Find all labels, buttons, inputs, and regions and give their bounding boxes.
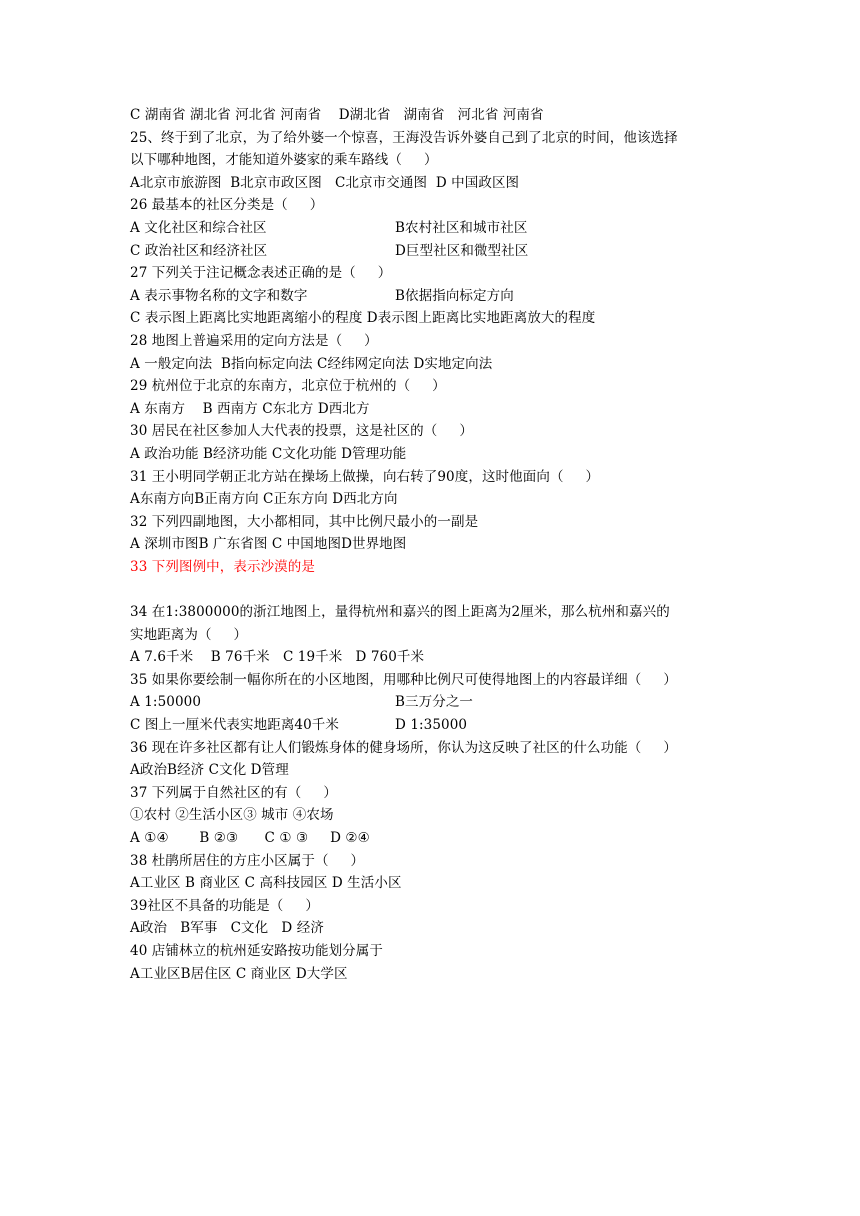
blank-line (130, 578, 750, 601)
q29-options: A 东南方 B 西南方 C东北方 D西北方 (130, 400, 370, 417)
q30-options: A 政治功能 B经济功能 C文化功能 D管理功能 (130, 445, 407, 462)
q37-text: 37 下列属于自然社区的有（ ） (130, 784, 337, 801)
q38-options: A工业区 B 商业区 C 高科技园区 D 生活小区 (130, 875, 402, 892)
q35-option-b: B三万分之一 (395, 694, 474, 711)
q36-text: 36 现在许多社区都有让人们锻炼身体的健身场所，你认为这反映了社区的什么功能（ ） (130, 739, 677, 756)
q40-text: 40 店铺林立的杭州延安路按功能划分属于 (130, 942, 383, 959)
q26-option-a: A 文化社区和综合社区 (130, 219, 267, 236)
q33-text: 33 下列图例中，表示沙漠的是 (130, 558, 315, 575)
q35-text: 35 如果你要绘制一幅你所在的小区地图，用哪种比例尺可使得地图上的内容最详细（ ） (130, 671, 677, 688)
q39-options: A政治 B军事 C文化 D 经济 (130, 920, 324, 937)
q25-options: A北京市旅游图 B北京市政区图 C北京市交通图 D 中国政区图 (130, 174, 520, 191)
q35-option-d: D 1:35000 (395, 717, 468, 734)
q29-text: 29 杭州位于北京的东南方，北京位于杭州的（ ） (130, 378, 446, 395)
q39-text: 39社区不具备的功能是（ ） (130, 897, 319, 914)
q26-option-d: D巨型社区和微型社区 (395, 242, 529, 259)
q32-options: A 深圳市图B 广东省图 C 中国地图D世界地图 (130, 536, 407, 553)
q34-text-line1: 34 在1:3800000的浙江地图上，量得杭州和嘉兴的图上距离为2厘米，那么杭州和嘉兴的 (130, 604, 670, 621)
q36-options: A政治B经济 C文化 D管理 (130, 762, 289, 779)
q37-options: A ①④ B ②③ C ① ③ D ②④ (130, 830, 370, 846)
q35-option-c: C 图上一厘米代表实地距离40千米 (130, 717, 339, 734)
q28-text: 28 地图上普遍采用的定向方法是（ ） (130, 332, 378, 349)
q35-option-a: A 1:50000 (130, 694, 202, 711)
q40-options: A工业区B居住区 C 商业区 D大学区 (130, 965, 348, 982)
q27-options-row1 (130, 285, 750, 308)
q27-options-row2: C 表示图上距离比实地距离缩小的程度 D表示图上距离比实地距离放大的程度 (130, 310, 596, 327)
q26-option-c: C 政治社区和经济社区 (130, 242, 268, 259)
q31-options: A东南方向B正南方向 C正东方向 D西北方向 (130, 491, 398, 508)
q26-options-row1 (130, 217, 750, 240)
q34-text-line2: 实地距离为（ ） (130, 626, 248, 643)
q38-text: 38 杜鹃所居住的方庄小区属于（ ） (130, 852, 365, 869)
q24-options-line: C 湖南省 湖北省 河北省 河南省 D湖北省 湖南省 河北省 河南省 (130, 107, 544, 123)
q37-items: ①农村 ②生活小区③ 城市 ④农场 (130, 807, 334, 824)
q28-options: A 一般定向法 B指向标定向法 C经纬网定向法 D实地定向法 (130, 355, 493, 372)
q26-option-b: B农村社区和城市社区 (395, 219, 528, 236)
q27-text: 27 下列关于注记概念表述正确的是（ ） (130, 265, 392, 282)
q30-text: 30 居民在社区参加人大代表的投票，这是社区的（ ） (130, 423, 473, 440)
q25-text-line2: 以下哪种地图，才能知道外婆家的乘车路线（ ） (130, 152, 438, 169)
q25-text-line1: 25、终于到了北京，为了给外婆一个惊喜，王海没告诉外婆自己到了北京的时间，他该选择 (130, 129, 678, 146)
q32-text: 32 下列四副地图，大小都相同，其中比例尺最小的一副是 (130, 513, 479, 530)
q35-options-row1 (130, 691, 750, 714)
q26-options-row2 (130, 240, 750, 263)
q27-option-b: B依据指向标定方向 (395, 287, 514, 304)
q26-text: 26 最基本的社区分类是（ ） (130, 197, 324, 214)
document-page (130, 104, 750, 985)
q34-options: A 7.6千米 B 76千米 C 19千米 D 760千米 (130, 649, 425, 666)
q31-text: 31 王小明同学朝正北方站在操场上做操，向右转了90度，这时他面向（ ） (130, 468, 600, 485)
q27-option-a: A 表示事物名称的文字和数字 (130, 287, 308, 304)
q35-options-row2 (130, 714, 750, 737)
